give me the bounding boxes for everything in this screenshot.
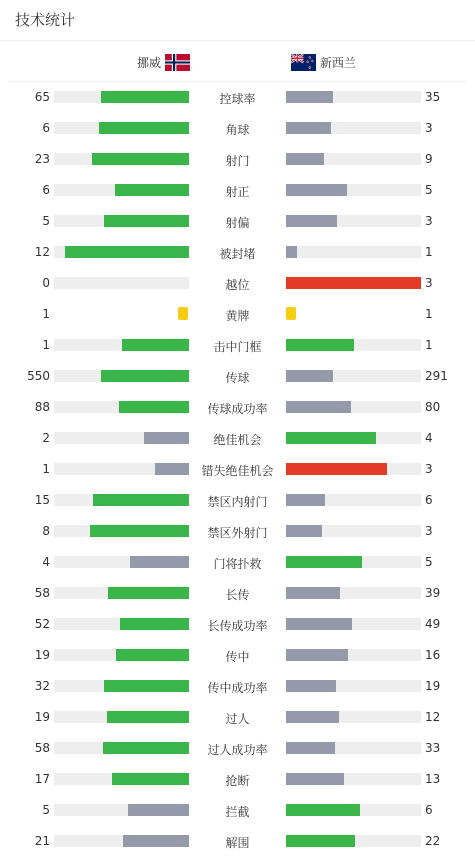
home-stat-bar [54, 91, 189, 103]
stat-row [0, 330, 475, 361]
home-stat-bar [54, 122, 189, 134]
home-stat-value: 5 [42, 803, 50, 817]
stats-list [0, 82, 475, 857]
away-stat-bar-fill [286, 649, 348, 661]
home-stat-bar-fill [101, 91, 189, 103]
away-stat-bar-fill [286, 618, 352, 630]
home-stat-bar [54, 773, 189, 785]
home-stat-bar [54, 711, 189, 723]
home-stat-bar [54, 153, 189, 165]
stat-label: 黄牌 [225, 309, 250, 323]
home-stat-value: 23 [34, 152, 50, 166]
home-stat-bar [54, 742, 189, 754]
away-stat-bar [286, 153, 421, 165]
home-stat-value: 58 [34, 741, 50, 755]
stat-row [0, 826, 475, 857]
new-zealand-flag-icon [291, 54, 316, 71]
stat-row [0, 82, 475, 113]
away-stat-bar [286, 339, 421, 351]
away-stat-value: 49 [425, 617, 441, 631]
away-stat-value: 6 [425, 803, 433, 817]
away-stat-value: 291 [425, 369, 448, 383]
away-stat-bar [286, 277, 421, 289]
away-stat-bar-fill [286, 370, 333, 382]
away-stat-bar-fill [286, 742, 335, 754]
yellow-card-icon [286, 307, 296, 320]
stat-label: 长传成功率 [207, 619, 268, 633]
home-stat-value: 8 [42, 524, 50, 538]
stat-label: 禁区外射门 [207, 526, 268, 540]
away-stat-bar [286, 215, 421, 227]
norway-flag-icon [165, 54, 190, 71]
home-stat-value: 5 [42, 214, 50, 228]
home-stat-bar [54, 587, 189, 599]
home-stat-value: 1 [42, 338, 50, 352]
home-stat-bar-fill [115, 184, 189, 196]
away-stat-value: 39 [425, 586, 441, 600]
home-stat-bar-fill [108, 587, 189, 599]
home-stat-value: 6 [42, 121, 50, 135]
home-stat-bar-fill [104, 215, 189, 227]
stat-row [0, 454, 475, 485]
section-title: 技术统计 [15, 11, 76, 29]
teams-header [0, 52, 475, 72]
stat-label: 射门 [225, 154, 250, 168]
away-stat-bar-fill [286, 556, 362, 568]
away-stat-bar-fill [286, 246, 297, 258]
home-stat-value: 65 [34, 90, 50, 104]
away-stat-value: 1 [425, 338, 433, 352]
stat-label: 门将扑救 [213, 557, 262, 571]
home-stat-value: 17 [34, 772, 50, 786]
away-stat-bar [286, 618, 421, 630]
home-stat-value: 12 [34, 245, 50, 259]
away-stat-value: 16 [425, 648, 441, 662]
away-stat-value: 22 [425, 834, 441, 848]
away-stat-value: 3 [425, 121, 433, 135]
away-stat-bar [286, 91, 421, 103]
home-stat-value: 88 [34, 400, 50, 414]
stat-row [0, 640, 475, 671]
stat-row [0, 237, 475, 268]
away-stat-bar [286, 556, 421, 568]
home-stat-value: 32 [34, 679, 50, 693]
away-stat-bar-fill [286, 463, 387, 475]
stat-label: 传球成功率 [207, 402, 268, 416]
away-stat-bar [286, 401, 421, 413]
home-stat-bar [54, 370, 189, 382]
stat-label: 过人 [225, 712, 250, 726]
home-stat-bar-fill [128, 804, 189, 816]
home-stat-value: 4 [42, 555, 50, 569]
home-stat-value: 550 [27, 369, 50, 383]
away-stat-bar-fill [286, 835, 355, 847]
away-stat-value: 5 [425, 183, 433, 197]
stat-label: 被封堵 [219, 247, 256, 261]
away-stat-bar [286, 370, 421, 382]
home-stat-value: 19 [34, 648, 50, 662]
stat-row [0, 299, 475, 330]
stat-row [0, 206, 475, 237]
home-stat-bar-fill [116, 649, 189, 661]
away-stat-bar-fill [286, 494, 325, 506]
stat-label: 角球 [225, 123, 250, 137]
home-stat-bar-fill [104, 680, 189, 692]
home-stat-bar [54, 525, 189, 537]
away-stat-value: 5 [425, 555, 433, 569]
away-stat-bar [286, 711, 421, 723]
away-stat-bar [286, 587, 421, 599]
stat-label: 传中成功率 [207, 681, 268, 695]
home-stat-value: 52 [34, 617, 50, 631]
stat-row [0, 175, 475, 206]
home-stat-value: 21 [34, 834, 50, 848]
away-stat-bar-fill [286, 401, 351, 413]
home-stat-bar-fill [120, 618, 189, 630]
away-stat-bar [286, 184, 421, 196]
home-stat-bar [54, 494, 189, 506]
home-stat-bar-fill [99, 122, 189, 134]
home-stat-bar-fill [155, 463, 189, 475]
away-stat-bar-fill [286, 153, 324, 165]
stat-label: 越位 [225, 278, 250, 292]
divider [0, 40, 475, 41]
away-stat-value: 35 [425, 90, 441, 104]
yellow-card-icon [178, 307, 188, 320]
home-stat-bar [54, 618, 189, 630]
stat-row [0, 268, 475, 299]
home-stat-bar [54, 184, 189, 196]
away-stat-value: 33 [425, 741, 441, 755]
stat-label: 传球 [225, 371, 250, 385]
away-stat-bar-fill [286, 525, 322, 537]
home-stat-bar-fill [107, 711, 189, 723]
home-stat-bar [54, 463, 189, 475]
stat-label: 射正 [225, 185, 250, 199]
stat-row [0, 609, 475, 640]
away-team [291, 52, 356, 72]
home-stat-value: 19 [34, 710, 50, 724]
home-stat-value: 0 [42, 276, 50, 290]
stat-label: 抢断 [225, 774, 250, 788]
stat-row [0, 516, 475, 547]
stat-label: 禁区内射门 [207, 495, 268, 509]
away-stat-value: 3 [425, 276, 433, 290]
home-stat-value: 58 [34, 586, 50, 600]
stat-row [0, 392, 475, 423]
away-stat-bar-fill [286, 91, 333, 103]
stat-label: 长传 [225, 588, 250, 602]
stat-row [0, 144, 475, 175]
home-stat-bar-fill [101, 370, 189, 382]
away-stat-value: 3 [425, 462, 433, 476]
away-stat-bar-fill [286, 339, 354, 351]
stat-row [0, 113, 475, 144]
away-stat-value: 3 [425, 524, 433, 538]
stat-label: 绝佳机会 [213, 433, 262, 447]
stat-row [0, 578, 475, 609]
home-stat-value: 2 [42, 431, 50, 445]
home-stat-value: 1 [42, 462, 50, 476]
away-stat-bar [286, 773, 421, 785]
home-stat-value: 15 [34, 493, 50, 507]
away-stat-bar-fill [286, 122, 331, 134]
home-stat-bar [54, 215, 189, 227]
away-stat-bar [286, 525, 421, 537]
home-stat-bar [54, 277, 189, 289]
away-stat-bar-fill [286, 215, 337, 227]
stat-row [0, 671, 475, 702]
home-stat-bar [54, 432, 189, 444]
away-stat-bar-fill [286, 184, 347, 196]
away-stat-bar-fill [286, 804, 360, 816]
away-stat-bar-fill [286, 432, 376, 444]
stat-label: 控球率 [219, 92, 256, 106]
home-stat-value: 6 [42, 183, 50, 197]
stat-row [0, 547, 475, 578]
away-stat-bar [286, 122, 421, 134]
away-stat-bar [286, 494, 421, 506]
stat-row [0, 764, 475, 795]
away-stat-bar-fill [286, 587, 340, 599]
stat-label: 拦截 [225, 805, 250, 819]
away-team-name: 新西兰 [320, 55, 357, 70]
away-stat-value: 6 [425, 493, 433, 507]
away-stat-value: 4 [425, 431, 433, 445]
home-stat-bar [54, 835, 189, 847]
stat-label: 错失绝佳机会 [201, 464, 274, 478]
away-stat-bar [286, 680, 421, 692]
home-stat-bar [54, 680, 189, 692]
stat-row [0, 485, 475, 516]
away-stat-value: 13 [425, 772, 441, 786]
stat-row [0, 423, 475, 454]
home-stat-bar [54, 401, 189, 413]
away-stat-value: 3 [425, 214, 433, 228]
stat-row [0, 702, 475, 733]
away-stat-bar [286, 246, 421, 258]
home-stat-bar-fill [130, 556, 189, 568]
home-stat-bar-fill [93, 494, 189, 506]
home-stat-bar-fill [144, 432, 189, 444]
away-stat-bar [286, 463, 421, 475]
stat-label: 过人成功率 [207, 743, 268, 757]
away-stat-value: 9 [425, 152, 433, 166]
away-stat-bar [286, 742, 421, 754]
home-stat-bar-fill [103, 742, 189, 754]
home-stat-bar-fill [112, 773, 189, 785]
home-team-name: 挪威 [136, 55, 161, 70]
home-stat-bar-fill [122, 339, 190, 351]
home-stat-bar [54, 649, 189, 661]
home-stat-value: 1 [42, 307, 50, 321]
stat-row [0, 361, 475, 392]
away-stat-bar-fill [286, 773, 344, 785]
stat-label: 解围 [225, 836, 250, 850]
home-stat-bar [54, 339, 189, 351]
away-stat-bar-fill [286, 277, 421, 289]
away-stat-bar-fill [286, 711, 339, 723]
home-stat-bar [54, 246, 189, 258]
stat-row [0, 795, 475, 826]
stat-label: 击中门框 [213, 340, 262, 354]
away-stat-value: 12 [425, 710, 441, 724]
away-stat-bar [286, 432, 421, 444]
home-stat-bar-fill [65, 246, 189, 258]
away-stat-bar-fill [286, 680, 336, 692]
home-stat-bar [54, 804, 189, 816]
home-team [137, 52, 190, 72]
away-stat-value: 1 [425, 245, 433, 259]
home-stat-bar-fill [92, 153, 189, 165]
stat-label: 射偏 [225, 216, 250, 230]
away-stat-value: 1 [425, 307, 433, 321]
home-stat-bar-fill [123, 835, 189, 847]
away-stat-bar [286, 649, 421, 661]
stat-row [0, 733, 475, 764]
home-stat-bar-fill [119, 401, 189, 413]
away-stat-bar [286, 804, 421, 816]
away-stat-value: 19 [425, 679, 441, 693]
home-stat-bar-fill [90, 525, 189, 537]
stat-label: 传中 [225, 650, 250, 664]
away-stat-bar [286, 835, 421, 847]
home-stat-bar [54, 556, 189, 568]
away-stat-value: 80 [425, 400, 441, 414]
